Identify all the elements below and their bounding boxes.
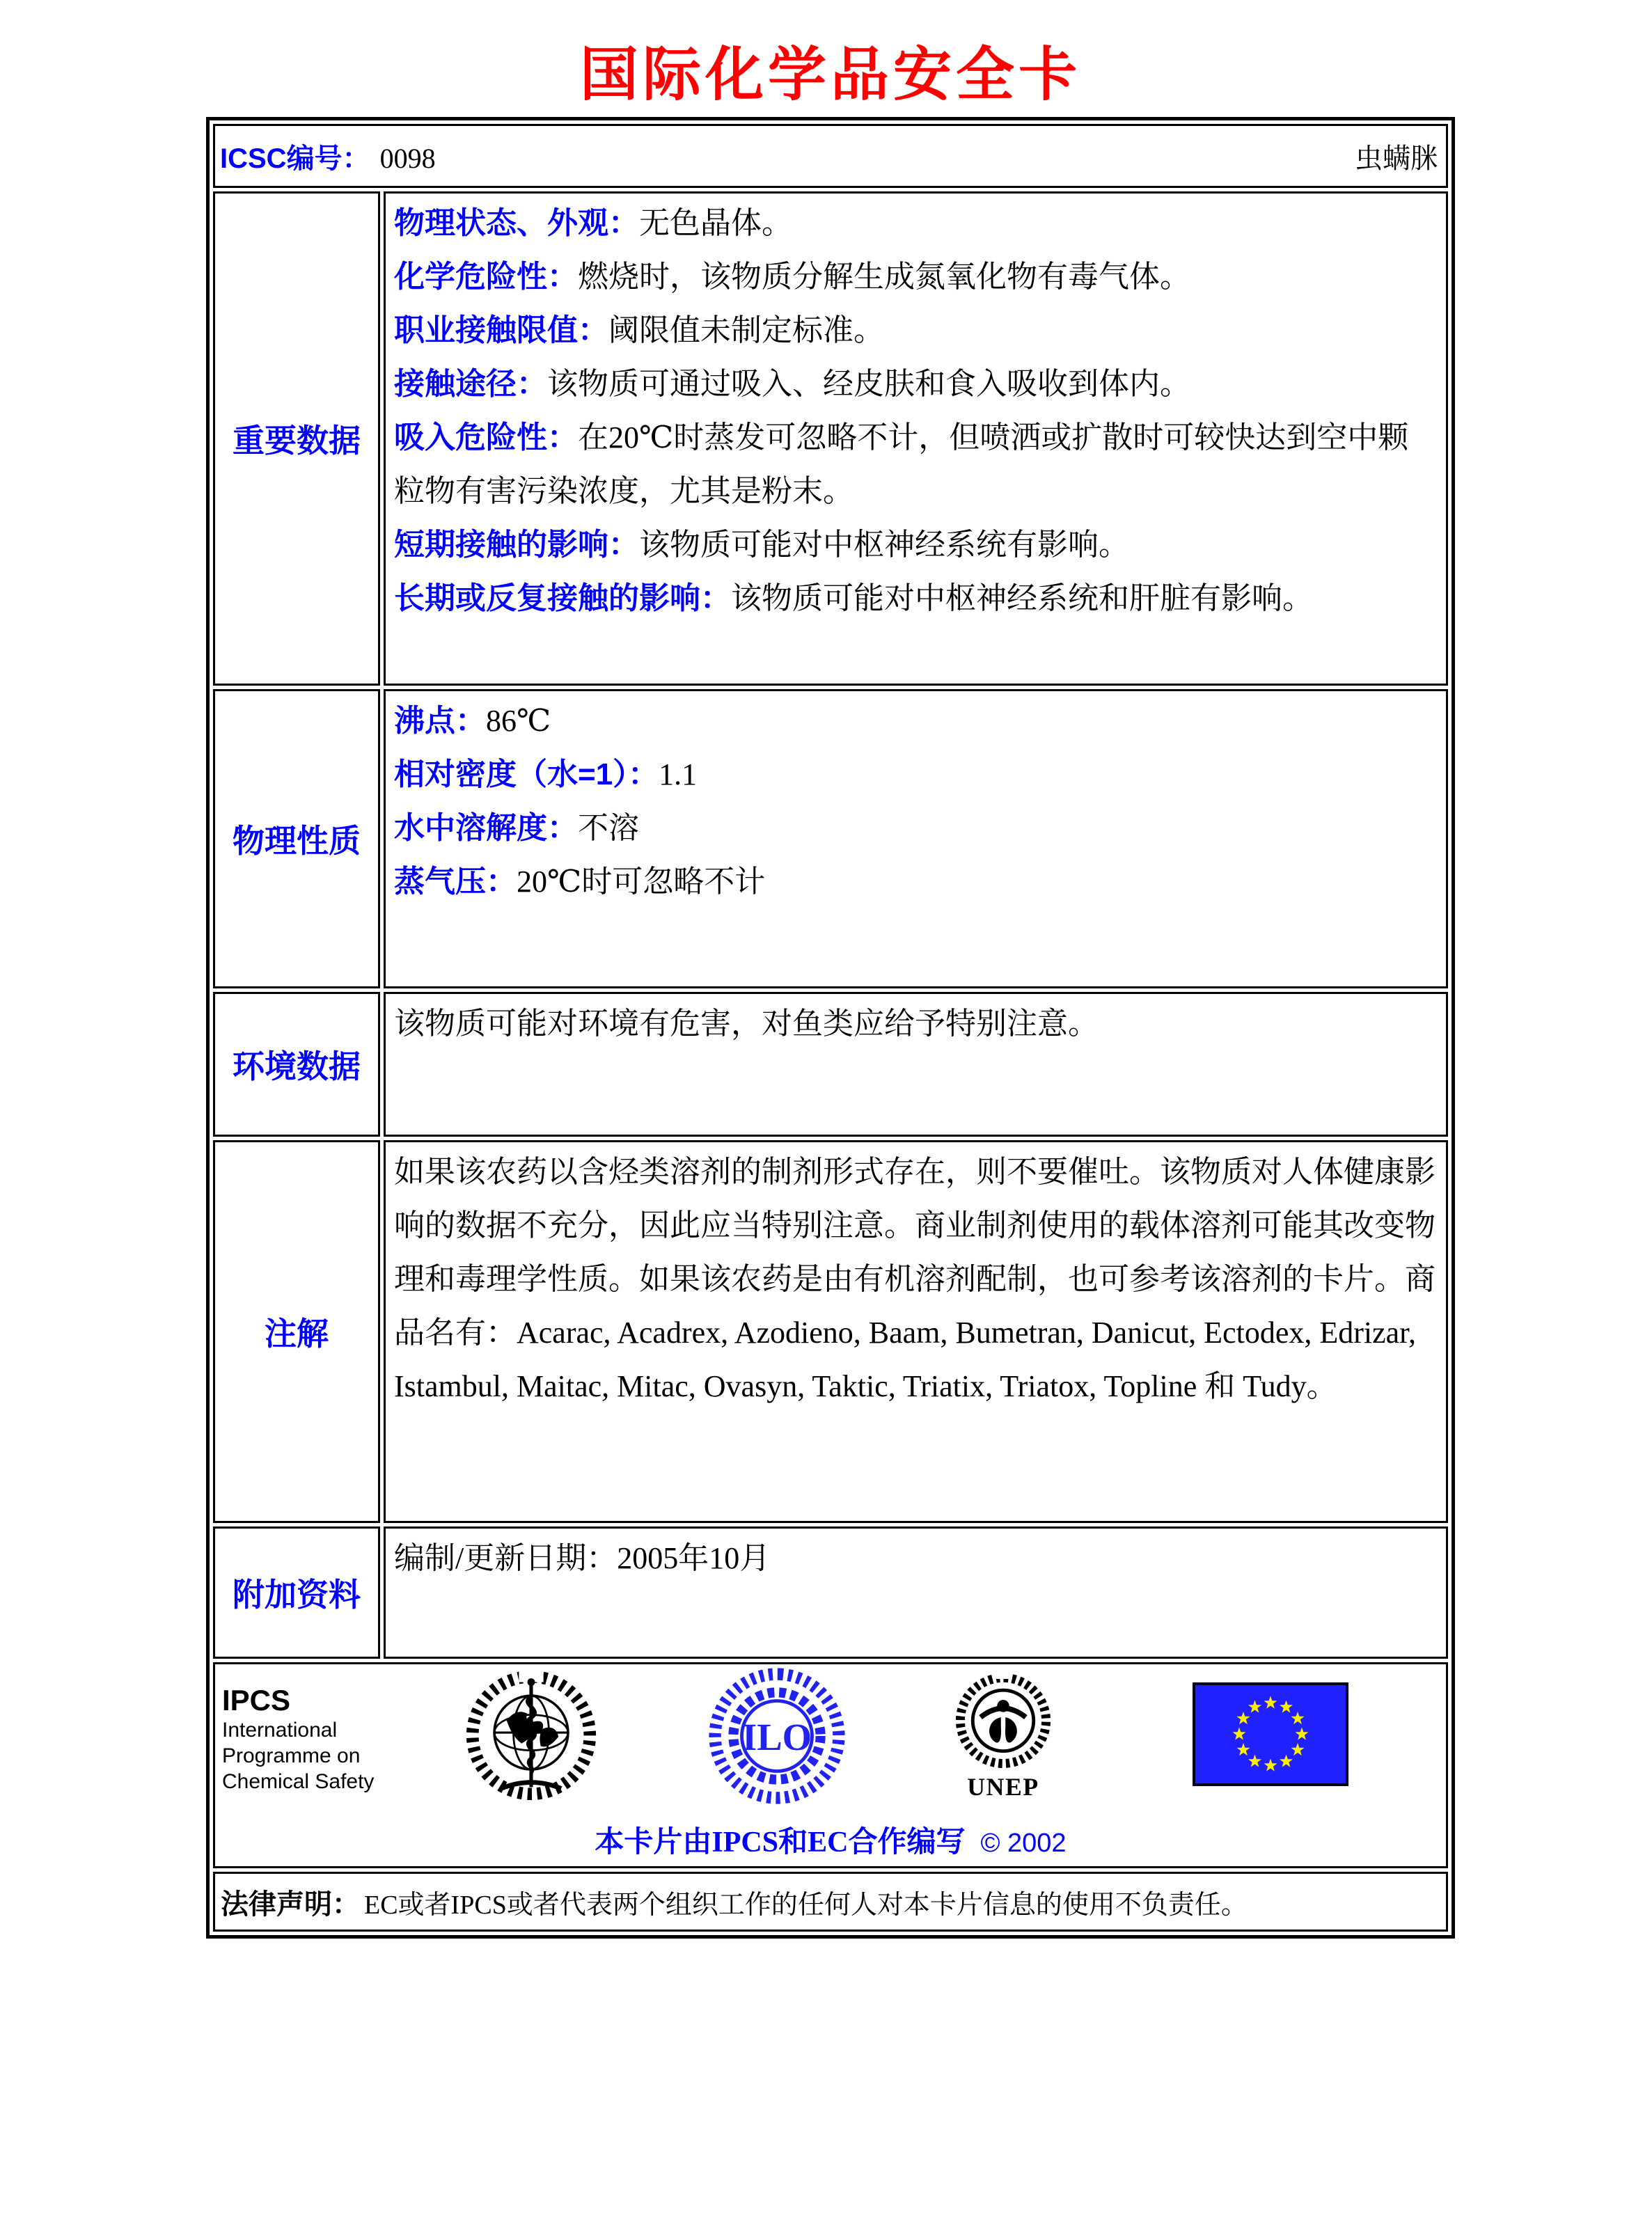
section-content-environmental-data	[384, 992, 1448, 1137]
ipcs-text-block	[222, 1684, 431, 1794]
icsc-card-table	[206, 117, 1455, 1939]
unep-logo-icon	[947, 1668, 1060, 1802]
ipcs-line-1: International	[222, 1719, 338, 1742]
ilo-logo-icon	[707, 1666, 847, 1806]
environmental-data-row	[213, 992, 1448, 1137]
section-content-physical-properties	[384, 689, 1448, 988]
section-content-notes	[384, 1140, 1448, 1523]
notes-row	[213, 1140, 1448, 1523]
logos-cell	[213, 1662, 1448, 1868]
credit-line	[215, 1819, 1446, 1861]
legal-text: EC或者IPCS或者代表两个组织工作的任何人对本卡片信息的使用不负责任。	[364, 1890, 1248, 1920]
field-update-date: 编制/更新日期：2005年10月	[394, 1541, 771, 1575]
icsc-number-label: ICSC编号：	[220, 143, 370, 174]
unep-logo-letters: UNEP	[967, 1772, 1039, 1801]
section-content-important-data	[384, 191, 1448, 686]
legal-cell	[213, 1872, 1448, 1932]
field-vapor-pressure: 蒸气压：20℃时可忽略不计	[394, 865, 766, 899]
section-label-notes: 注解	[213, 1140, 380, 1523]
ipcs-line-2: Programme on	[222, 1744, 361, 1767]
physical-properties-row	[213, 689, 1448, 988]
header-cell	[213, 124, 1448, 188]
field-occupational-limit: 职业接触限值：阈限值未制定标准。	[394, 313, 884, 347]
field-short-term-effects: 短期接触的影响：该物质可能对中枢神经系统有影响。	[394, 528, 1129, 562]
field-physical-state: 物理状态、外观：无色晶体。	[394, 206, 792, 240]
ilo-logo-letters: ILO	[741, 1716, 812, 1759]
field-inhalation-risk: 吸入危险性：在20℃时蒸发可忽略不计，但喷洒或扩散时可较快达到空中颗粒物有害污染浓度，尤其是粉末。	[394, 420, 1409, 508]
important-data-row	[213, 191, 1448, 686]
ipcs-title: IPCS	[222, 1684, 291, 1717]
section-label-physical-properties: 物理性质	[213, 689, 380, 988]
field-boiling-point: 沸点：86℃	[394, 704, 551, 738]
field-long-term-effects: 长期或反复接触的影响：该物质可能对中枢神经系统和肝脏有影响。	[394, 581, 1313, 615]
additional-info-row	[213, 1526, 1448, 1659]
copyright-text: © 2002	[980, 1829, 1067, 1858]
field-relative-density: 相对密度（水=1）：1.1	[394, 757, 698, 791]
legal-label: 法律声明：	[221, 1888, 360, 1920]
logos-row	[213, 1662, 1448, 1868]
environmental-text: 该物质可能对环境有危害，对鱼类应给予特别注意。	[394, 1007, 1099, 1041]
section-content-additional-info	[384, 1526, 1448, 1659]
chemical-name: 虫螨脒	[1355, 142, 1438, 174]
eu-flag-icon	[1193, 1682, 1348, 1786]
section-label-environmental-data: 环境数据	[213, 992, 380, 1137]
header-row	[213, 124, 1448, 188]
notes-text: 如果该农药以含烃类溶剂的制剂形式存在，则不要催吐。该物质对人体健康影响的数据不充分，因此应当特别注意。商业制剂使用的载体溶剂可能其改变物理和毒理学性质。如果该农药是由有机溶剂配制，也可参考该溶剂的卡片。商品名有：Acarac, Acadrex, Azodieno, Baam, Bumetran, Danicut, Ectodex, Edrizar, Istambul, Maitac, Mitac, Ovasyn, Taktic, Triatix, Triatox, Topline 和 Tudy。	[394, 1155, 1435, 1403]
page-title: 国际化学品安全卡	[579, 43, 1081, 108]
field-exposure-routes: 接触途径：该物质可通过吸入、经皮肤和食入吸收到体内。	[394, 367, 1190, 401]
field-chemical-danger: 化学危险性：燃烧时，该物质分解生成氮氧化物有毒气体。	[394, 260, 1190, 294]
icsc-number-value: 0098	[379, 142, 436, 174]
credit-text: 本卡片由IPCS和EC合作编写	[595, 1826, 966, 1859]
section-label-important-data: 重要数据	[213, 191, 380, 686]
who-logo-icon	[463, 1667, 599, 1804]
legal-row	[213, 1872, 1448, 1932]
ipcs-line-3: Chemical Safety	[222, 1770, 375, 1793]
icsc-number-group	[220, 136, 436, 176]
section-label-additional-info: 附加资料	[213, 1526, 380, 1659]
field-water-solubility: 水中溶解度：不溶	[394, 811, 639, 845]
